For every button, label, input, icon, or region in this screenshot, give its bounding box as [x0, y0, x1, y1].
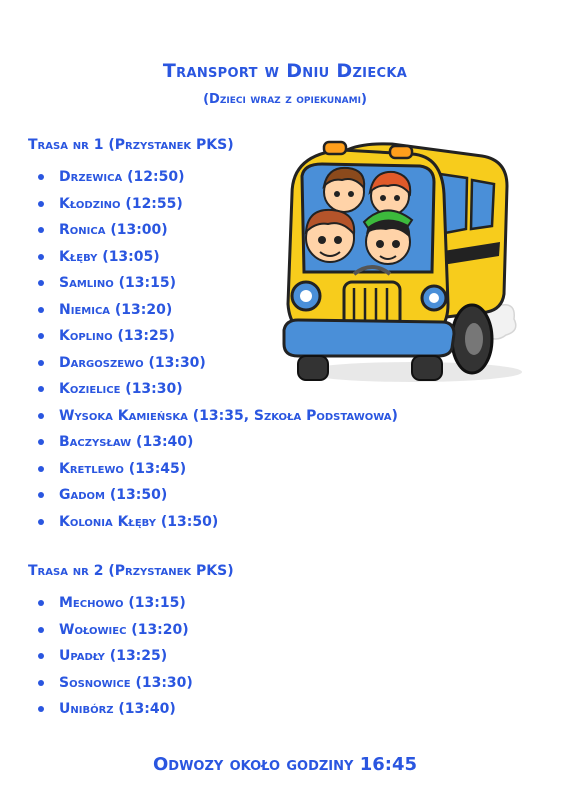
bullet-icon: [38, 227, 44, 233]
stop-label: Drzewica (12:50): [59, 169, 185, 186]
bullet-icon: [38, 492, 44, 498]
stop-label: Wysoka Kamieńska (13:35, Szkoła Podstawowa): [59, 407, 398, 424]
return-time-note: Odwozy około godziny 16:45: [152, 754, 417, 775]
stop-label: Ronica (13:00): [59, 222, 168, 239]
bullet-icon: [38, 386, 44, 392]
bullet-icon: [38, 360, 44, 366]
bullet-icon: [38, 201, 44, 207]
stop-label: Dargoszewo (13:30): [59, 354, 206, 371]
page-title: Transport w Dniu Dziecka: [162, 60, 408, 82]
route-1-heading: Trasa nr 1 (Przystanek PKS): [28, 137, 234, 153]
stop-label: Upadły (13:25): [59, 648, 168, 665]
bullet-icon: [38, 680, 44, 686]
route-1-stop: [38, 509, 398, 536]
bullet-icon: [38, 439, 44, 445]
bullet-icon: [38, 600, 44, 606]
stop-label: Baczysław (13:40): [59, 434, 194, 451]
stop-label: Kłęby (13:05): [59, 248, 160, 265]
route-1-stop: [38, 403, 398, 430]
route-2-stop: [38, 696, 193, 723]
route-2-stop: [38, 617, 193, 644]
bullet-icon: [38, 413, 44, 419]
stop-label: Koplino (13:25): [59, 328, 175, 345]
route-1-stop: [38, 456, 398, 483]
stop-label: Mechowo (13:15): [59, 595, 186, 612]
bullet-icon: [38, 254, 44, 260]
route-2-stop: [38, 643, 193, 670]
stop-label: Kretlewo (13:45): [59, 460, 187, 477]
stop-label: Kolonia Kłęby (13:50): [59, 513, 219, 530]
route-2-stop-list: [38, 590, 193, 723]
route-1-stop: [38, 429, 398, 456]
stop-label: Niemica (13:20): [59, 301, 173, 318]
stop-label: Kłodzino (12:55): [59, 195, 183, 212]
stop-label: Wołowiec (13:20): [59, 621, 189, 638]
bullet-icon: [38, 653, 44, 659]
bullet-icon: [38, 174, 44, 180]
bullet-icon: [38, 307, 44, 313]
route-2-heading: Trasa nr 2 (Przystanek PKS): [28, 563, 234, 579]
school-bus-with-children-icon: [262, 134, 524, 396]
route-2-stop: [38, 670, 193, 697]
stop-label: Samlino (13:15): [59, 275, 176, 292]
route-1-stop: [38, 482, 398, 509]
route-2-stop: [38, 590, 193, 617]
bullet-icon: [38, 333, 44, 339]
stop-label: Sosnowice (13:30): [59, 674, 193, 691]
page-subtitle: (Dzieci wraz z opiekunami): [203, 92, 367, 107]
bullet-icon: [38, 519, 44, 525]
stop-label: Unibórz (13:40): [59, 701, 176, 718]
bullet-icon: [38, 466, 44, 472]
bullet-icon: [38, 627, 44, 633]
bullet-icon: [38, 280, 44, 286]
stop-label: Gadom (13:50): [59, 487, 168, 504]
bullet-icon: [38, 706, 44, 712]
stop-label: Kozielice (13:30): [59, 381, 183, 398]
